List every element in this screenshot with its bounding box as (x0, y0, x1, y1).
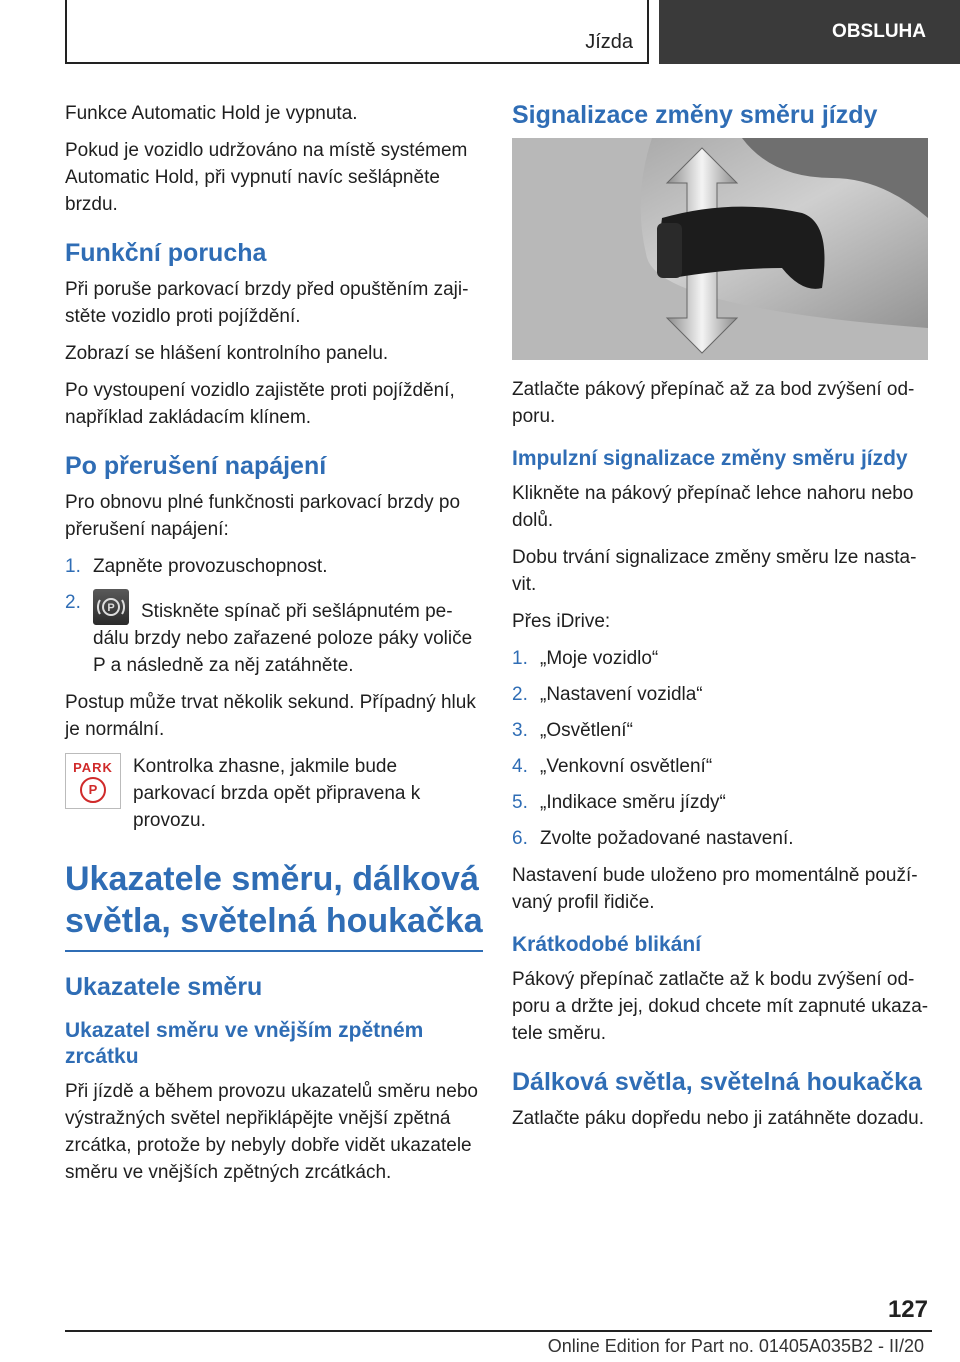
list-text: „Venkovní osvětlení“ (540, 756, 713, 777)
park-icon-letter: P (80, 777, 106, 803)
parking-brake-switch-icon (93, 589, 129, 625)
paragraph: Nastavení bude uloženo pro momentálně použí-vaný profil řidiče. (512, 865, 918, 913)
list-item (65, 589, 483, 679)
list-item (65, 553, 483, 580)
paragraph: Zatlačte pákový přepínač až za bod zvýšení od-poru. (512, 379, 915, 427)
list-item (512, 681, 932, 708)
heading-signal: Signalizace změny směru jízdy (512, 101, 878, 129)
list-number: 2. (512, 684, 528, 705)
paragraph: Dobu trvání signalizace změny směru lze nasta-vit. (512, 547, 917, 595)
paragraph: Zobrazí se hlášení kontrolního panelu. (65, 343, 389, 364)
heading-short-flash: Krátkodobé blikání (512, 933, 702, 956)
list-text: „Moje vozidlo“ (540, 648, 659, 669)
heading-impulse: Impulzní signalizace změny směru jízdy (512, 447, 908, 470)
list-text: „Indikace směru jízdy“ (540, 792, 726, 813)
list-text: „Osvětlení“ (540, 720, 633, 741)
list-number: 4. (512, 756, 528, 777)
park-note (65, 753, 483, 834)
list-text: Zvolte požadované nastavení. (540, 828, 794, 849)
paragraph: Funkce Automatic Hold je vypnuta. (65, 103, 358, 124)
list-number: 6. (512, 828, 528, 849)
page-number: 127 (887, 1296, 928, 1323)
park-warning-icon (65, 753, 121, 809)
heading-fault: Funkční porucha (65, 239, 267, 267)
svg-text:P: P (107, 602, 115, 614)
left-column (65, 100, 483, 1196)
list-number: 3. (512, 720, 528, 741)
right-column (512, 100, 932, 1142)
paragraph: Zatlačte páku dopředu nebo ji zatáhněte dozadu. (512, 1108, 924, 1129)
idrive-steps-list (512, 645, 932, 852)
paragraph: Postup může trvat několik sekund. Případný hluk je normální. (65, 692, 476, 740)
paragraph: Přes iDrive: (512, 611, 611, 632)
list-item (512, 645, 932, 672)
list-item (512, 717, 932, 744)
heading-turn-signals: Ukazatele směru (65, 973, 263, 1001)
heading-high-beam: Dálková světla, světelná houkačka (512, 1068, 922, 1096)
paragraph: Při jízdě a během provozu ukazatelů směru nebo výstražných světel nepřiklápějte vnější zpětná zrcátka, protože by nebyly dobře vidět ukazatele směru ve vnějších zpětných zrcátkách. (65, 1081, 478, 1183)
paragraph: Po vystoupení vozidlo zajistěte proti pojíždění, například zakládacím klínem. (65, 380, 455, 428)
header-frame (65, 0, 649, 64)
park-icon-label: PARK (73, 759, 113, 775)
park-note-text: Kontrolka zhasne, jakmile bude parkovací brzda opět připravena k provozu. (133, 756, 421, 831)
list-number: 1. (512, 648, 528, 669)
edition-note: Online Edition for Part no. 01405A035B2 - II/20 (547, 1336, 924, 1356)
list-item (512, 753, 932, 780)
list-number: 5. (512, 792, 528, 813)
steps-list (65, 553, 483, 679)
list-text: Zapněte provozuschopnost. (93, 556, 328, 577)
list-text: Stiskněte spínač při sešlápnutém pe-dálu brzdy nebo zařazené poloze páky voliče P a následně za něj zatáhněte. (93, 601, 473, 676)
paragraph: Při poruše parkovací brzdy před opuštěním zaji-stěte vozidlo proti pojíždění. (65, 279, 469, 327)
footer-divider (65, 1330, 932, 1332)
list-text: „Nastavení vozidla“ (540, 684, 703, 705)
turn-signal-lever-photo (512, 138, 928, 360)
list-item (512, 789, 932, 816)
paragraph: Klikněte na pákový přepínač lehce nahoru nebo dolů. (512, 483, 914, 531)
heading-mirror-signal: Ukazatel směru ve vnějším zpětném zrcátku (65, 1019, 424, 1068)
paragraph: Pokud je vozidlo udržováno na místě systémem Automatic Hold, při vypnutí navíc sešlápněte brzdu. (65, 140, 468, 215)
section-title: Jízda (585, 31, 633, 53)
paragraph: Pákový přepínač zatlačte až k bodu zvýšení od-poru a držte jej, dokud chcete mít zapnuté ukaza-tele směru. (512, 969, 929, 1044)
list-number: 2. (65, 592, 81, 613)
heading-power-loss: Po přerušení napájení (65, 452, 327, 480)
list-number: 1. (65, 556, 81, 577)
chapter-heading: Ukazatele směru, dálková světla, světelná houkačka (65, 858, 483, 952)
chapter-tab: OBSLUHA (659, 0, 960, 64)
paragraph: Pro obnovu plné funkčnosti parkovací brzdy po přerušení napájení: (65, 492, 461, 540)
list-item (512, 825, 932, 852)
